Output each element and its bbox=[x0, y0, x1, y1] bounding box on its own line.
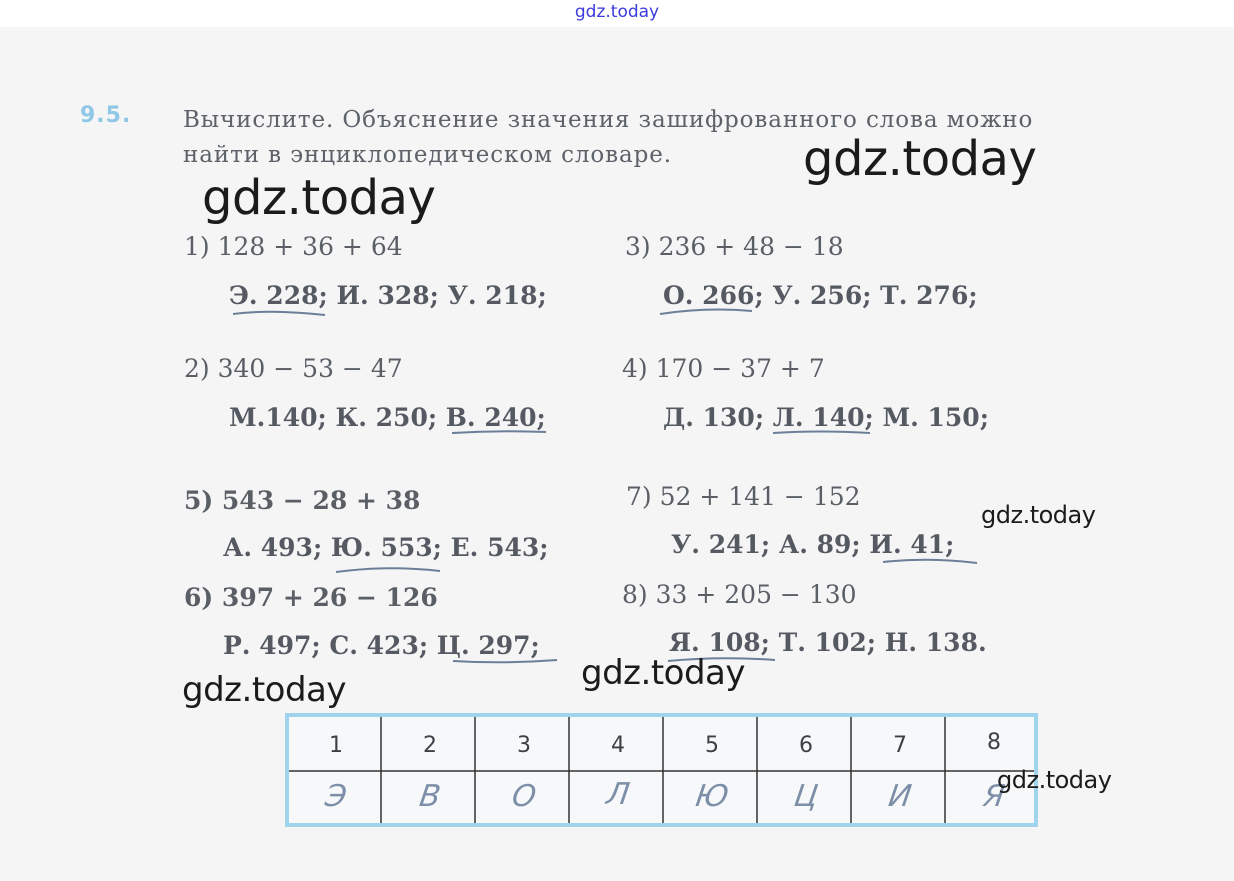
choice-1c: У. 218; bbox=[447, 281, 547, 310]
table-answer-2: В bbox=[417, 779, 443, 814]
choice-1a: Э. 228; bbox=[229, 281, 328, 310]
underline-problem-2 bbox=[449, 424, 551, 438]
choice-5c: Е. 543; bbox=[450, 533, 549, 562]
table-answer-4: Л bbox=[604, 777, 632, 812]
table-answer-1: Э bbox=[323, 779, 349, 814]
choice-8b: Т. 102; bbox=[778, 628, 877, 657]
problem-5-expression: 5) 543 − 28 + 38 bbox=[184, 486, 421, 515]
table-header-5: 5 bbox=[705, 733, 719, 758]
choice-7b: А. 89; bbox=[778, 530, 861, 559]
table-header-7: 7 bbox=[893, 733, 907, 758]
choice-2a: М.140; bbox=[229, 403, 327, 432]
problem-4-expression: 4) 170 − 37 + 7 bbox=[622, 354, 825, 383]
choice-3a: О. 266; bbox=[663, 281, 764, 310]
choice-1b: И. 328; bbox=[336, 281, 439, 310]
exercise-number: 9.5. bbox=[80, 103, 132, 128]
choice-2b: К. 250; bbox=[335, 403, 438, 432]
choice-5b: Ю. 553; bbox=[330, 533, 442, 562]
watermark-overlay-3: gdz.today bbox=[182, 670, 346, 710]
table-header-4: 4 bbox=[611, 733, 625, 758]
choice-4c: М. 150; bbox=[882, 403, 989, 432]
underline-problem-3 bbox=[657, 303, 757, 319]
top-watermark: gdz.today bbox=[574, 2, 660, 22]
choice-7a: У. 241; bbox=[671, 530, 771, 559]
underline-problem-1 bbox=[230, 306, 330, 320]
problem-7-expression: 7) 52 + 141 − 152 bbox=[626, 482, 861, 511]
table-header-3: 3 bbox=[517, 733, 531, 758]
problem-6-expression: 6) 397 + 26 − 126 bbox=[184, 583, 438, 612]
choice-4b: Л. 140; bbox=[772, 403, 874, 432]
problem-2-expression: 2) 340 − 53 − 47 bbox=[184, 354, 403, 383]
choice-8a: Я. 108; bbox=[669, 628, 770, 657]
problem-3-expression: 3) 236 + 48 − 18 bbox=[625, 232, 844, 261]
table-header-2: 2 bbox=[423, 733, 437, 758]
table-answer-6: Ц bbox=[791, 779, 821, 814]
answer-table bbox=[285, 713, 1038, 827]
table-answer-8: Я bbox=[981, 779, 1007, 814]
intro-line-2: найти в энциклопедическом словаре. bbox=[183, 142, 672, 168]
problem-8-expression: 8) 33 + 205 − 130 bbox=[622, 580, 857, 609]
choice-4a: Д. 130; bbox=[663, 403, 765, 432]
table-header-1: 1 bbox=[329, 733, 343, 758]
underline-problem-6 bbox=[450, 653, 562, 667]
watermark-overlay-4: gdz.today bbox=[581, 653, 745, 693]
table-answer-5: Ю bbox=[693, 779, 731, 814]
choice-6a: Р. 497; bbox=[223, 631, 321, 660]
table-header-8: 8 bbox=[987, 730, 1001, 755]
choice-7c: И. 41; bbox=[869, 530, 955, 559]
watermark-overlay-1: gdz.today bbox=[202, 170, 436, 226]
problem-1-expression: 1) 128 + 36 + 64 bbox=[184, 232, 403, 261]
choice-8c: Н. 138. bbox=[884, 628, 987, 657]
table-header-6: 6 bbox=[799, 733, 813, 758]
intro-line-1: Вычислите. Объяснение значения зашифрованного слова можно bbox=[183, 107, 1034, 133]
underline-problem-7 bbox=[880, 553, 982, 567]
underline-problem-5 bbox=[333, 562, 445, 576]
table-answer-3: О bbox=[509, 779, 539, 814]
watermark-overlay-5: gdz.today bbox=[981, 501, 1096, 529]
choice-3c: Т. 276; bbox=[880, 281, 978, 310]
watermark-overlay-2: gdz.today bbox=[803, 131, 1037, 187]
underline-problem-4 bbox=[770, 425, 875, 439]
choice-3b: У. 256; bbox=[772, 281, 872, 310]
choice-6c: Ц. 297; bbox=[436, 631, 540, 660]
choice-5a: А. 493; bbox=[223, 533, 323, 562]
watermark-overlay-6: gdz.today bbox=[997, 766, 1112, 794]
problem-5-choices bbox=[223, 533, 549, 562]
choice-2c: В. 240; bbox=[445, 403, 546, 432]
choice-6b: С. 423; bbox=[329, 631, 429, 660]
table-answer-7: И bbox=[886, 779, 914, 814]
